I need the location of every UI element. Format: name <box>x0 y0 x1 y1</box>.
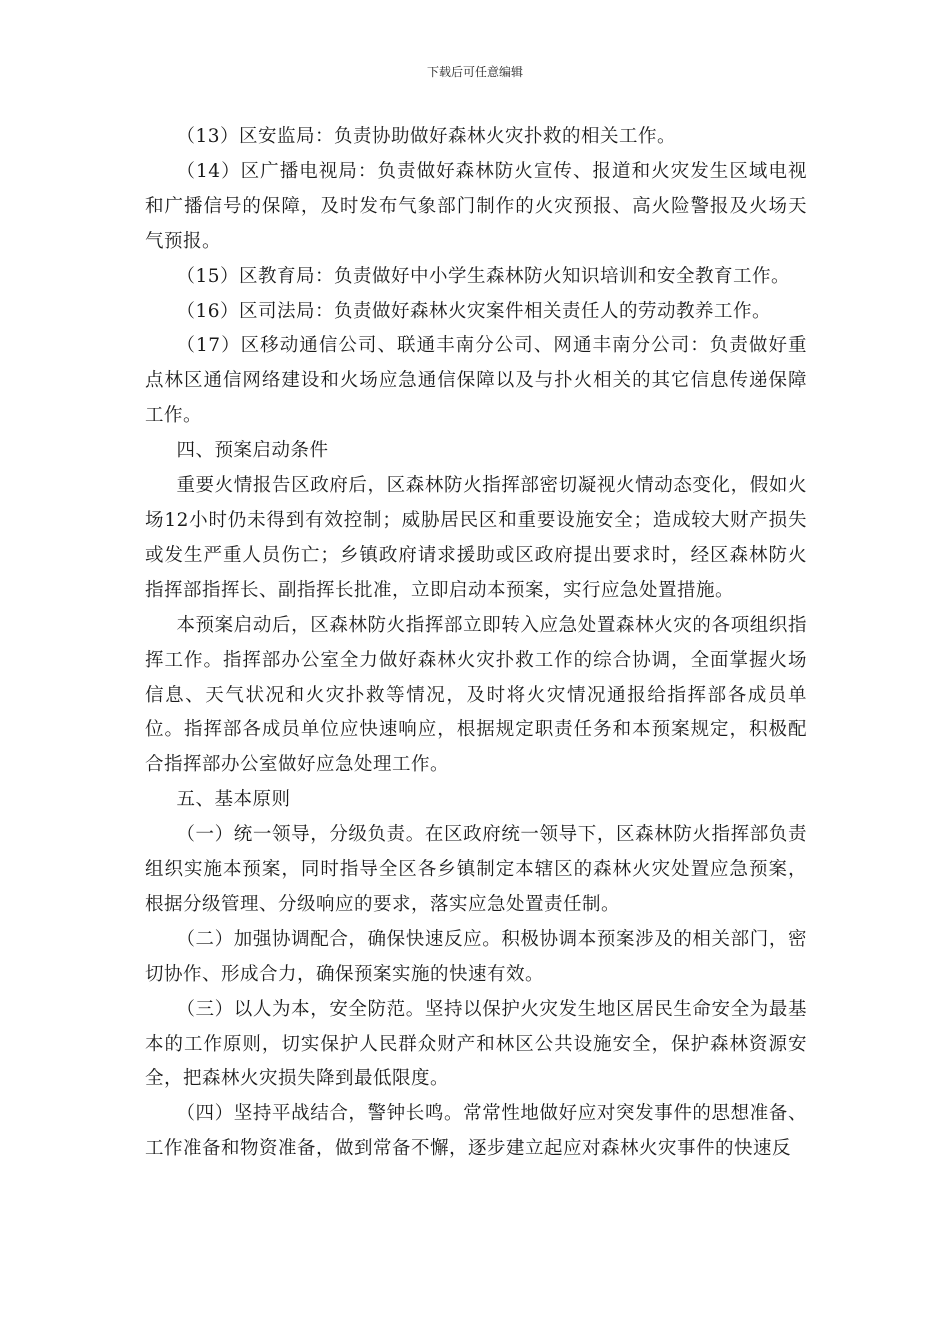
paragraph-principle-4: （四）坚持平战结合，警钟长鸣。常常性地做好应对突发事件的思想准备、工作准备和物资准备，做到常备不懈，逐步建立起应对森林火灾事件的快速反 <box>145 1103 807 1160</box>
page-header-note: 下载后可任意编辑 <box>426 65 523 79</box>
paragraph-14-broadcast-bureau: （14）区广播电视局：负责做好森林防火宣传、报道和火灾发生区域电视和广播信号的保障，及时发布气象部门制作的火灾预报、高火险警报及火场天气预报。 <box>145 160 807 252</box>
section-heading-activation-conditions: 四、预案启动条件 <box>176 440 329 462</box>
paragraph-15-education-bureau: （15）区教育局：负责做好中小学生森林防火知识培训和安全教育工作。 <box>176 265 790 287</box>
paragraph-13-safety-bureau: （13）区安监局：负责协助做好森林火灾扑救的相关工作。 <box>176 126 676 147</box>
paragraph-principle-3: （三）以人为本，安全防范。坚持以保护火灾发生地区居民生命安全为最基本的工作原则，切实保护人民群众财产和林区公共设施安全，保护森林资源安全，把森林火灾损失降到最低限度。 <box>145 998 807 1090</box>
section-heading-basic-principles: 五、基本原则 <box>176 789 291 811</box>
paragraph-activation-conditions: 重要火情报告区政府后，区森林防火指挥部密切凝视火情动态变化，假如火场12小时仍未得到有效控制；威胁居民区和重要设施安全；造成较大财产损失或发生严重人员伤亡；乡镇政府请求援助或区政府提出要求时，经区森林防火指挥部指挥长、副指挥长批准，立即启动本预案，实行应急处置措施。 <box>145 475 807 601</box>
paragraph-principle-1: （一）统一领导，分级负责。在区政府统一领导下，区森林防火指挥部负责组织实施本预案，同时指导全区各乡镇制定本辖区的森林火灾处置应急预案，根据分级管理、分级响应的要求，落实应急处置责任制。 <box>145 824 807 915</box>
paragraph-after-activation: 本预案启动后，区森林防火指挥部立即转入应急处置森林火灾的各项组织指挥工作。指挥部办公室全力做好森林火灾扑救工作的综合协调，全面掌握火场信息、天气状况和火灾扑救等情况，及时将火灾情况通报给指挥部各成员单位。指挥部各成员单位应快速响应，根据规定职责任务和本预案规定，积极配合指挥部办公室做好应急处理工作。 <box>145 614 807 776</box>
document-body <box>145 120 807 1167</box>
paragraph-17-telecom-companies: （17）区移动通信公司、联通丰南分公司、网通丰南分公司：负责做好重点林区通信网络建设和火场应急通信保障以及与扑火相关的其它信息传递保障工作。 <box>145 335 807 427</box>
paragraph-16-justice-bureau: （16）区司法局：负责做好森林火灾案件相关责任人的劳动教养工作。 <box>176 300 771 322</box>
paragraph-principle-2: （二）加强协调配合，确保快速反应。积极协调本预案涉及的相关部门，密切协作、形成合力，确保预案实施的快速有效。 <box>145 928 807 985</box>
